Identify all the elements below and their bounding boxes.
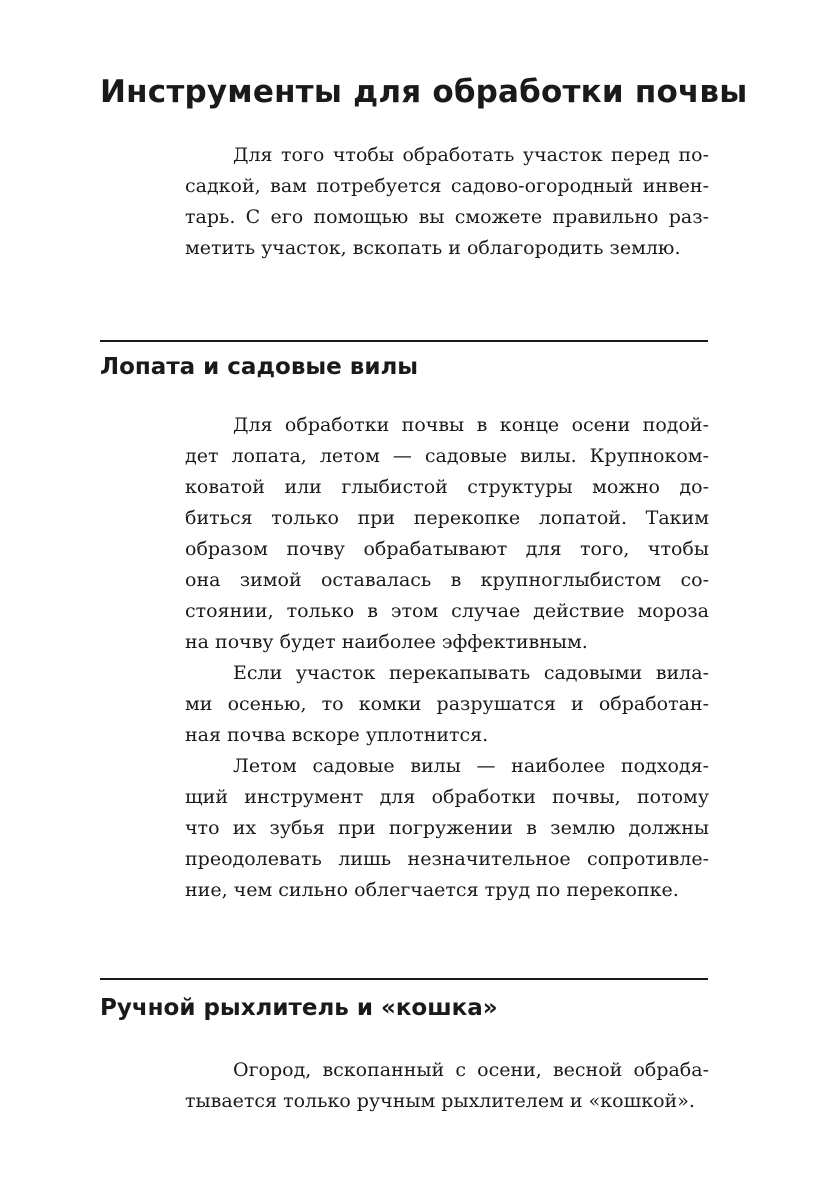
paragraph-line: Для того чтобы обработать участок перед по- <box>233 144 709 166</box>
paragraph-line: Для обработки почвы в конце осени подой- <box>233 414 709 436</box>
section-cultivator-body <box>185 1055 709 1117</box>
paragraph-line: метить участок, вскопать и облагородить землю. <box>185 237 681 259</box>
paragraph-line: тывается только ручным рыхлителем и «кошкой». <box>185 1090 695 1112</box>
paragraph-line: на почву будет наиболее эффективным. <box>185 631 588 653</box>
section-shovel-body <box>185 410 709 906</box>
paragraph-line: Огород, вскопанный с осени, весной обраба- <box>233 1059 709 1081</box>
intro-paragraph <box>185 140 709 264</box>
section-heading-cultivator: Ручной рыхлитель и «кошка» <box>100 995 498 1021</box>
paragraph-line: стоянии, только в этом случае действие мороза <box>185 600 709 622</box>
paragraph-line: садкой, вам потребуется садово-огородный инвен- <box>185 175 709 197</box>
paragraph-line: она зимой оставалась в крупноглыбистом со- <box>185 569 709 591</box>
paragraph-line: ная почва вскоре уплотнится. <box>185 724 489 746</box>
paragraph-line: образом почву обрабатывают для того, чтобы <box>185 538 709 560</box>
paragraph-line: дет лопата, летом — садовые вилы. Крупноком- <box>185 445 709 467</box>
paragraph-line: щий инструмент для обработки почвы, потому <box>185 786 709 808</box>
paragraph-line: Если участок перекапывать садовыми вила- <box>233 662 709 684</box>
page-title: Инструменты для обработки почвы <box>100 74 748 110</box>
paragraph-line: преодолевать лишь незначительное сопротивле- <box>185 848 709 870</box>
paragraph-line: коватой или глыбистой структуры можно до- <box>185 476 709 498</box>
paragraph-line: биться только при перекопке лопатой. Таким <box>185 507 709 529</box>
paragraph-line: ми осенью, то комки разрушатся и обработан- <box>185 693 709 715</box>
paragraph-line: тарь. С его помощью вы сможете правильно раз- <box>185 206 709 228</box>
paragraph-line: ние, чем сильно облегчается труд по перекопке. <box>185 879 679 901</box>
section-divider <box>100 340 708 342</box>
section-divider <box>100 978 708 980</box>
section-heading-shovel: Лопата и садовые вилы <box>100 354 419 380</box>
paragraph-line: Летом садовые вилы — наиболее подходя- <box>233 755 709 777</box>
paragraph-line: что их зубья при погружении в землю должны <box>185 817 709 839</box>
